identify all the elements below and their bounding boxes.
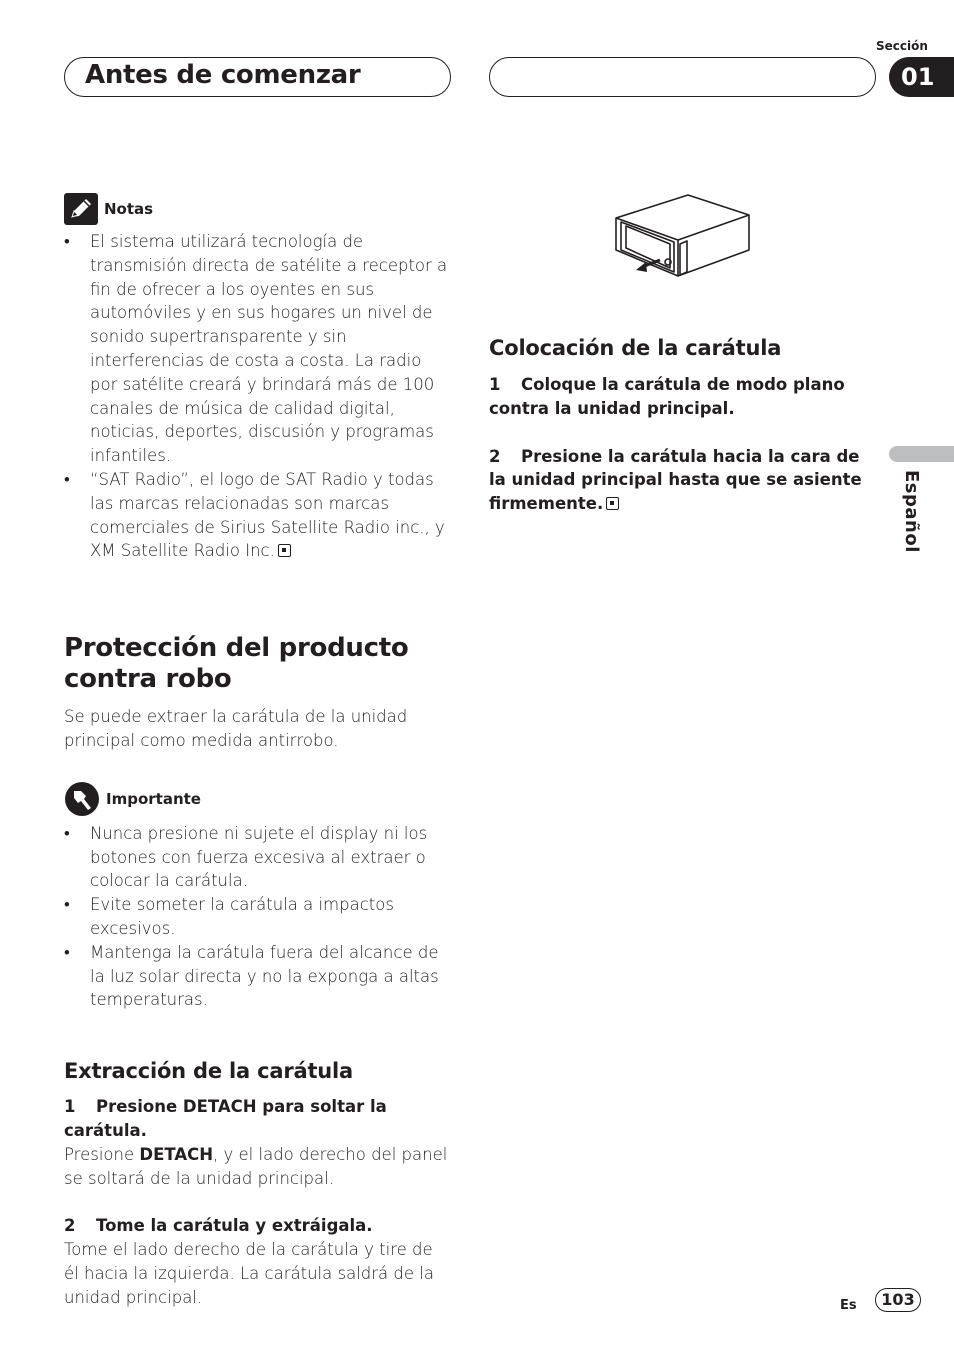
section-label: Sección [876, 39, 928, 53]
section-number-badge: 01 [889, 57, 954, 97]
header-blank-frame [489, 57, 876, 97]
removal-step-2-body: Tome el lado derecho de la carátula y tire de él hacia la izquierda. La carátula saldrá de la unidad principal. [64, 1240, 434, 1307]
page-number: 103 [875, 1288, 921, 1312]
removal-step-1: 1 Presione DETACH para soltar la carátula. [64, 1097, 387, 1140]
important-header [64, 783, 452, 815]
list-item: • “SAT Radio”, el logo de SAT Radio y todas las marcas relacionadas son marcas comerciales de Sirius Satellite Radio inc., y XM Satellite Radio Inc. [64, 468, 452, 563]
language-tab-marker [889, 446, 954, 462]
protection-intro: Se puede extraer la carátula de la unidad principal como medida antirrobo. [64, 707, 408, 750]
attach-heading: Colocación de la carátula [489, 336, 782, 360]
list-item: • Mantenga la carátula fuera del alcance de la luz solar directa y no la exponga a altas temperaturas. [64, 941, 452, 1012]
left-column [64, 193, 452, 1310]
protection-heading: Protección del producto contra robo [64, 633, 409, 695]
attach-step-2: 2 Presione la carátula hacia la cara de la unidad principal hasta que se asiente firmemente. [489, 446, 862, 514]
language-tab-label: Español [901, 470, 922, 553]
notes-header [64, 193, 452, 225]
important-icon [64, 781, 100, 817]
pencil-note-icon [64, 193, 98, 225]
removal-heading: Extracción de la carátula [64, 1059, 354, 1084]
page-title: Antes de comenzar [85, 60, 361, 90]
list-item: • Evite someter la carátula a impactos excesivos. [64, 893, 452, 941]
list-item: • Nunca presione ni sujete el display ni los botones con fuerza excesiva al extraer o colocar la carátula. [64, 822, 452, 893]
notes-list [64, 230, 452, 563]
faceplate-illustration [612, 192, 754, 284]
language-code: Es [840, 1298, 857, 1313]
removal-step-2: 2 Tome la carátula y extráigala. [64, 1216, 373, 1236]
list-item: • El sistema utilizará tecnología de transmisión directa de satélite a receptor a fin de ofrecer a los oyentes en sus automóviles y en sus hogares un nivel de sonido supertransparente y sin interferencias de costa a costa. La radio por satélite creará y brindará más de 100 canales de música de calidad digital, noticias, deportes, discusión y programas infantiles. [64, 230, 452, 468]
removal-step-1-body: Presione DETACH, y el lado derecho del panel se soltará de la unidad principal. [64, 1144, 448, 1188]
end-mark-icon [278, 544, 291, 557]
attach-step-1: 1 Coloque la carátula de modo plano contra la unidad principal. [489, 375, 845, 418]
end-mark-icon [606, 497, 619, 510]
notes-label: Notas [104, 200, 154, 218]
important-list [64, 822, 452, 1012]
right-column [489, 335, 877, 516]
important-label: Importante [106, 789, 201, 808]
